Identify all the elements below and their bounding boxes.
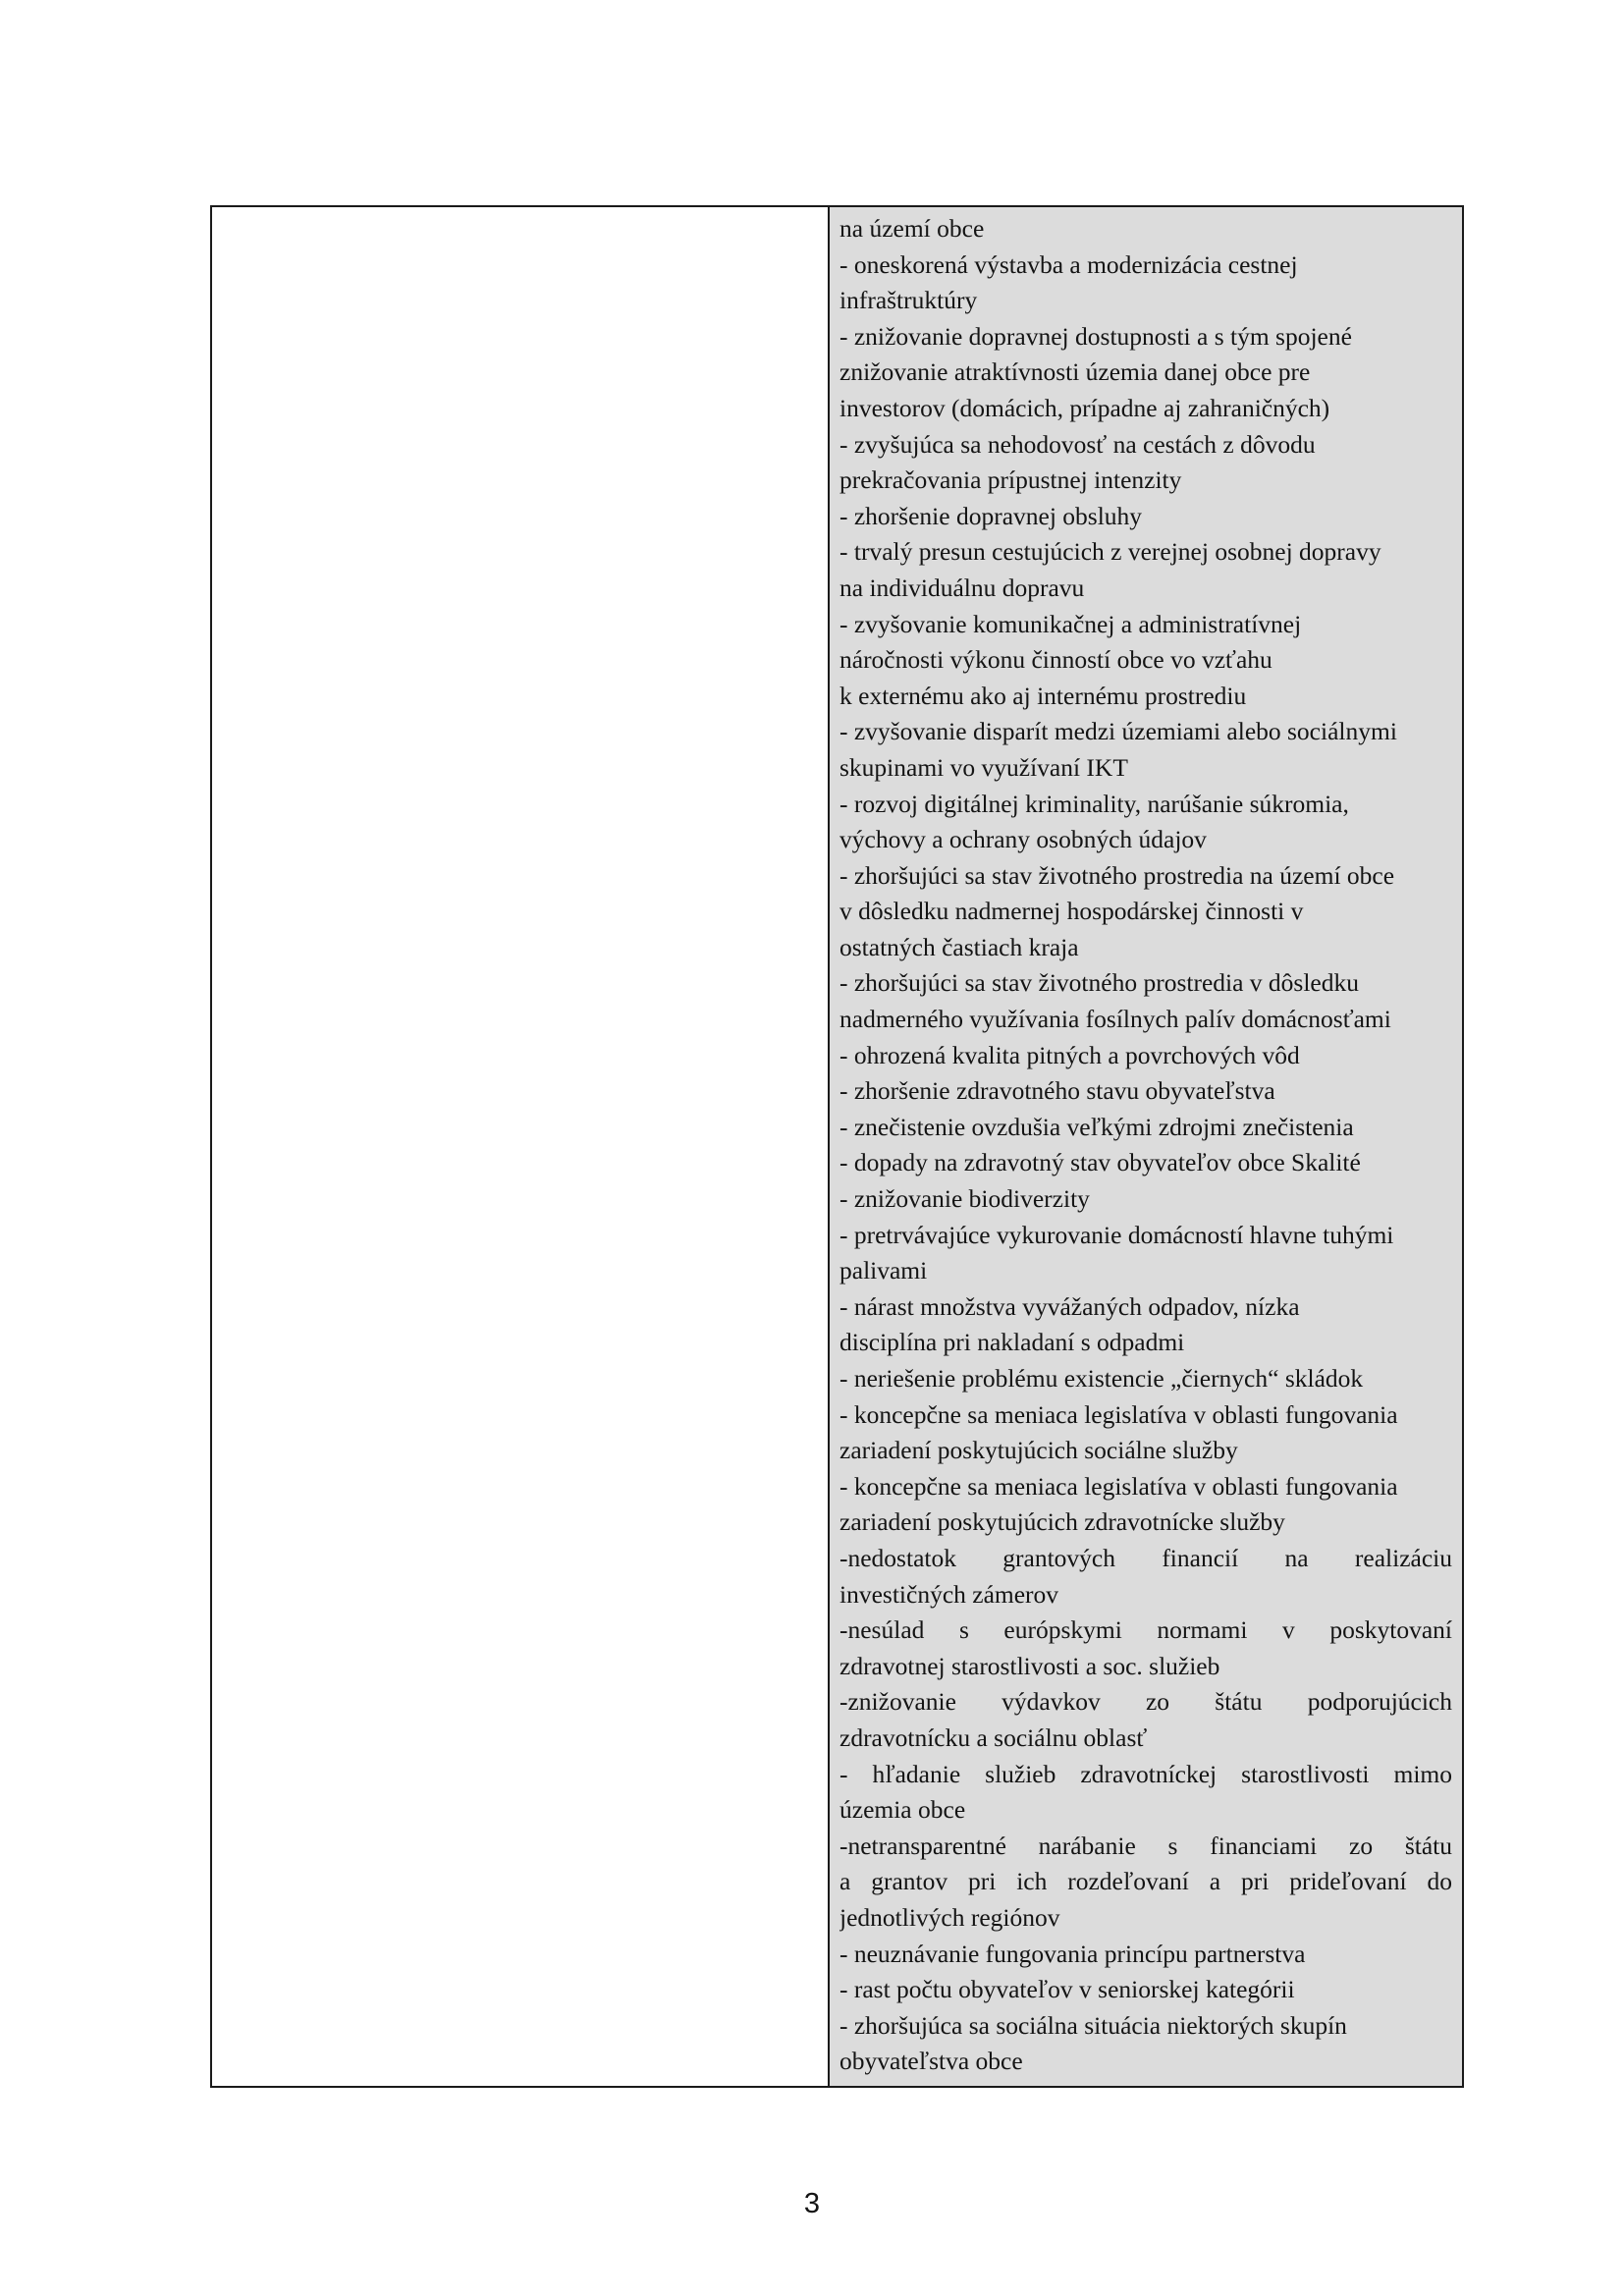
text-line: - ohrozená kvalita pitných a povrchových vôd bbox=[839, 1040, 1300, 1069]
text-line: - zvyšovanie komunikačnej a administratívnej bbox=[839, 609, 1302, 638]
text-line: - rast počtu obyvateľov v seniorskej kategórii bbox=[839, 1975, 1295, 2004]
text-line: - zhoršujúca sa sociálna situácia niektorých skupín bbox=[839, 2010, 1347, 2040]
text-line: -nedostatok grantových financií na realizáciu bbox=[839, 1543, 1452, 1572]
text-line: náročnosti výkonu činností obce vo vzťahu bbox=[839, 645, 1272, 675]
text-line: - neriešenie problému existencie „čiernych“ skládok bbox=[839, 1364, 1364, 1393]
table-left-cell bbox=[212, 207, 830, 2086]
text-line: zariadení poskytujúcich sociálne služby bbox=[839, 1436, 1238, 1465]
text-line: infraštruktúry bbox=[839, 286, 978, 315]
text-line: výchovy a ochrany osobných údajov bbox=[839, 825, 1207, 854]
text-line: obyvateľstva obce bbox=[839, 2047, 1023, 2076]
text-line: územia obce bbox=[839, 1795, 966, 1825]
text-line: -nesúlad s európskymi normami v poskytovaní bbox=[839, 1615, 1452, 1645]
text-line: v dôsledku nadmernej hospodárskej činnosti v bbox=[839, 897, 1304, 926]
text-line: - zvyšovanie disparít medzi územiami alebo sociálnymi bbox=[839, 717, 1397, 746]
text-line: - znečistenie ovzdušia veľkými zdrojmi znečistenia bbox=[839, 1112, 1354, 1141]
text-line: - zhoršujúci sa stav životného prostredia v dôsledku bbox=[839, 968, 1360, 998]
text-line: - oneskorená výstavba a modernizácia cestnej bbox=[839, 249, 1298, 279]
text-line: - neuznávanie fungovania princípu partnerstva bbox=[839, 1939, 1306, 1968]
text-line: - koncepčne sa meniaca legislatíva v oblasti fungovania bbox=[839, 1399, 1398, 1429]
text-line: na individuálnu dopravu bbox=[839, 573, 1085, 602]
text-line: znižovanie atraktívnosti územia danej obce pre bbox=[839, 357, 1311, 387]
text-line: a grantov pri ich rozdeľovaní a pri prideľovaní do bbox=[839, 1867, 1452, 1896]
text-line: zdravotnej starostlivosti a soc. služieb bbox=[839, 1651, 1220, 1680]
text-line: investičných zámerov bbox=[839, 1579, 1059, 1609]
text-line: - koncepčne sa meniaca legislatíva v oblasti fungovania bbox=[839, 1471, 1398, 1501]
text-line: - znižovanie biodiverzity bbox=[839, 1184, 1090, 1214]
page-number: 3 bbox=[803, 2188, 821, 2219]
text-line: - hľadanie služieb zdravotníckej starostlivosti mimo bbox=[839, 1759, 1452, 1788]
text-line: disciplína pri nakladaní s odpadmi bbox=[839, 1328, 1185, 1357]
text-line: prekračovania prípustnej intenzity bbox=[839, 465, 1182, 495]
text-line: - trvalý presun cestujúcich z verejnej osobnej dopravy bbox=[839, 537, 1381, 567]
text-line: nadmerného využívania fosílnych palív domácnosťami bbox=[839, 1005, 1391, 1034]
text-line: na území obce bbox=[839, 214, 985, 243]
text-line: zdravotnícku a sociálnu oblasť bbox=[839, 1722, 1148, 1752]
text-line: - zhoršenie zdravotného stavu obyvateľstva bbox=[839, 1076, 1275, 1106]
text-line: - dopady na zdravotný stav obyvateľov obce Skalité bbox=[839, 1148, 1361, 1177]
text-line: investorov (domácich, prípadne aj zahraničných) bbox=[839, 393, 1330, 422]
text-line: -netransparentné narábanie s financiami zo štátu bbox=[839, 1831, 1452, 1860]
text-line: k externému ako aj internému prostrediu bbox=[839, 681, 1247, 710]
text-line: -znižovanie výdavkov zo štátu podporujúcich bbox=[839, 1687, 1452, 1717]
text-line: - znižovanie dopravnej dostupnosti a s tým spojené bbox=[839, 321, 1352, 351]
threats-table bbox=[210, 205, 1464, 2088]
text-line: - zhoršujúci sa stav životného prostredia na území obce bbox=[839, 860, 1395, 890]
text-line: zariadení poskytujúcich zdravotnícke služby bbox=[839, 1507, 1285, 1537]
table-right-cell bbox=[830, 207, 1462, 2086]
text-line: - zvyšujúca sa nehodovosť na cestách z dôvodu bbox=[839, 429, 1316, 459]
text-line: palivami bbox=[839, 1256, 928, 1285]
text-line: ostatných častiach kraja bbox=[839, 932, 1079, 961]
text-line: - pretrvávajúce vykurovanie domácností hlavne tuhými bbox=[839, 1220, 1394, 1249]
text-line: skupinami vo využívaní IKT bbox=[839, 752, 1128, 782]
text-line: - rozvoj digitálnej kriminality, narúšanie súkromia, bbox=[839, 789, 1349, 818]
text-line: - zhoršenie dopravnej obsluhy bbox=[839, 501, 1143, 530]
text-line: - nárast množstva vyvážaných odpadov, nízka bbox=[839, 1291, 1300, 1321]
text-line: jednotlivých regiónov bbox=[839, 1902, 1060, 1932]
